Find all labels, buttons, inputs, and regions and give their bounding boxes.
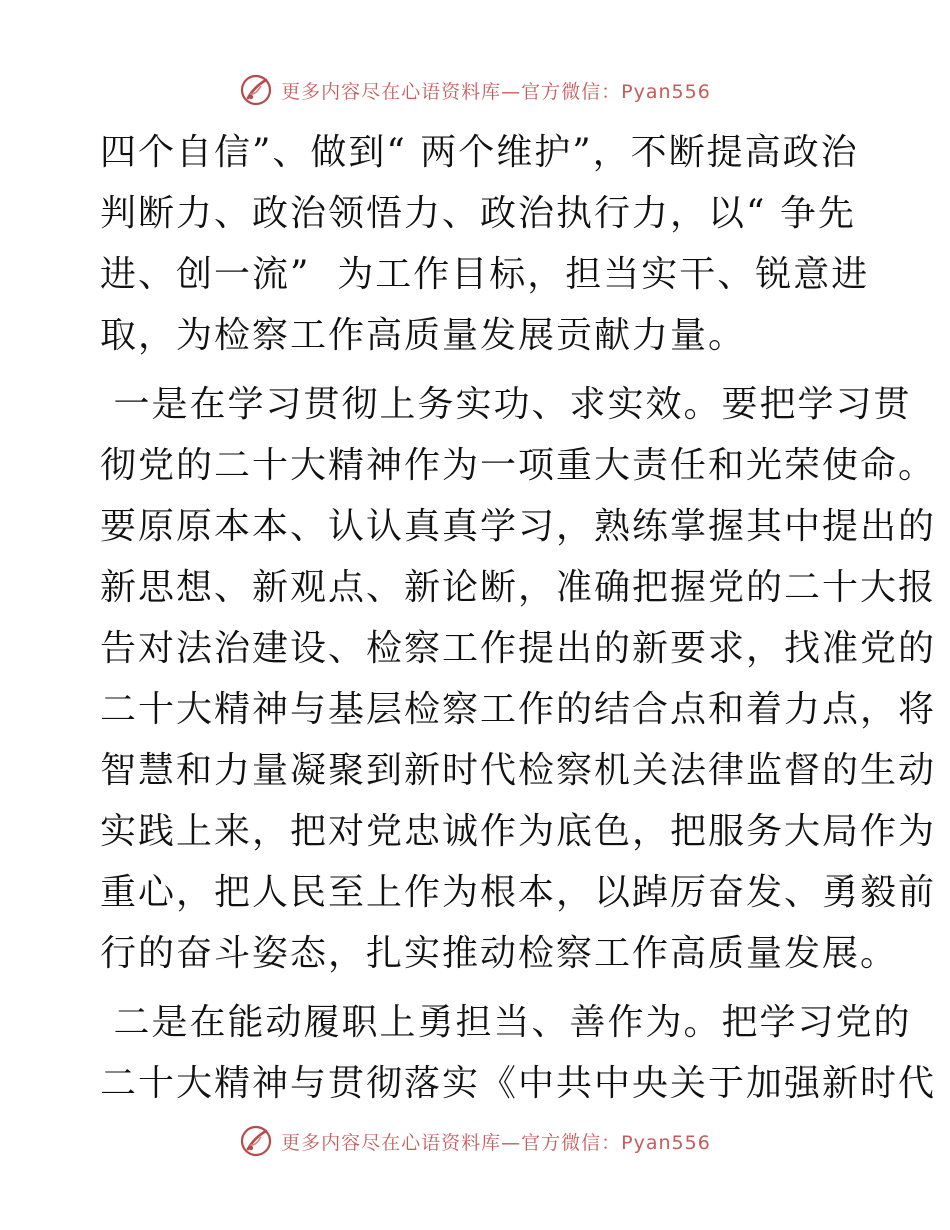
text-line: 实践上来，把对党忠诚作为底色，把服务大局作为 bbox=[100, 811, 937, 852]
document-body bbox=[100, 122, 937, 1114]
text-line: 进、创一流” 为工作目标，担当实干、锐意进 bbox=[100, 254, 870, 295]
text-line: 智慧和力量凝聚到新时代检察机关法律监督的生动 bbox=[100, 750, 937, 791]
text-line: 二十大精神与基层检察工作的结合点和着力点，将 bbox=[100, 689, 937, 730]
text-line: 二十大精神与贯彻落实《中共中央关于加强新时代 bbox=[100, 1063, 937, 1104]
header-watermark bbox=[0, 70, 950, 110]
paragraph bbox=[100, 992, 937, 1114]
watermark-text: 更多内容尽在心语资料库—官方微信：Pyan556 bbox=[281, 80, 711, 103]
paragraph-spacer bbox=[100, 366, 880, 374]
brush-logo-icon bbox=[239, 73, 273, 107]
footer-watermark bbox=[0, 1121, 950, 1161]
text-line: 告对法治建设、检察工作提出的新要求，找准党的 bbox=[100, 628, 937, 669]
text-line: 判断力、政治领悟力、政治执行力，以“ 争先 bbox=[100, 193, 856, 234]
text-line: 取，为检察工作高质量发展贡献力量。 bbox=[100, 315, 747, 356]
paragraph bbox=[100, 374, 937, 984]
text-line: 一是在学习贯彻上务实功、求实效。要把学习贯 bbox=[100, 384, 912, 425]
text-line: 行的奋斗姿态，扎实推动检察工作高质量发展。 bbox=[100, 933, 899, 974]
paragraph bbox=[100, 122, 880, 366]
watermark-text: 更多内容尽在心语资料库—官方微信：Pyan556 bbox=[281, 1131, 711, 1154]
text-line: 要原原本本、认认真真学习，熟练掌握其中提出的 bbox=[100, 506, 937, 547]
text-line: 二是在能动履职上勇担当、善作为。把学习党的 bbox=[100, 1002, 912, 1043]
text-line: 重心，把人民至上作为根本，以踔厉奋发、勇毅前 bbox=[100, 872, 937, 913]
brush-logo-icon bbox=[239, 1124, 273, 1158]
text-line: 四个自信”、做到“ 两个维护”，不断提高政治 bbox=[100, 132, 859, 173]
text-line: 彻党的二十大精神作为一项重大责任和光荣使命。 bbox=[100, 445, 937, 486]
text-line: 新思想、新观点、新论断，准确把握党的二十大报 bbox=[100, 567, 937, 608]
paragraph-spacer bbox=[100, 984, 880, 992]
